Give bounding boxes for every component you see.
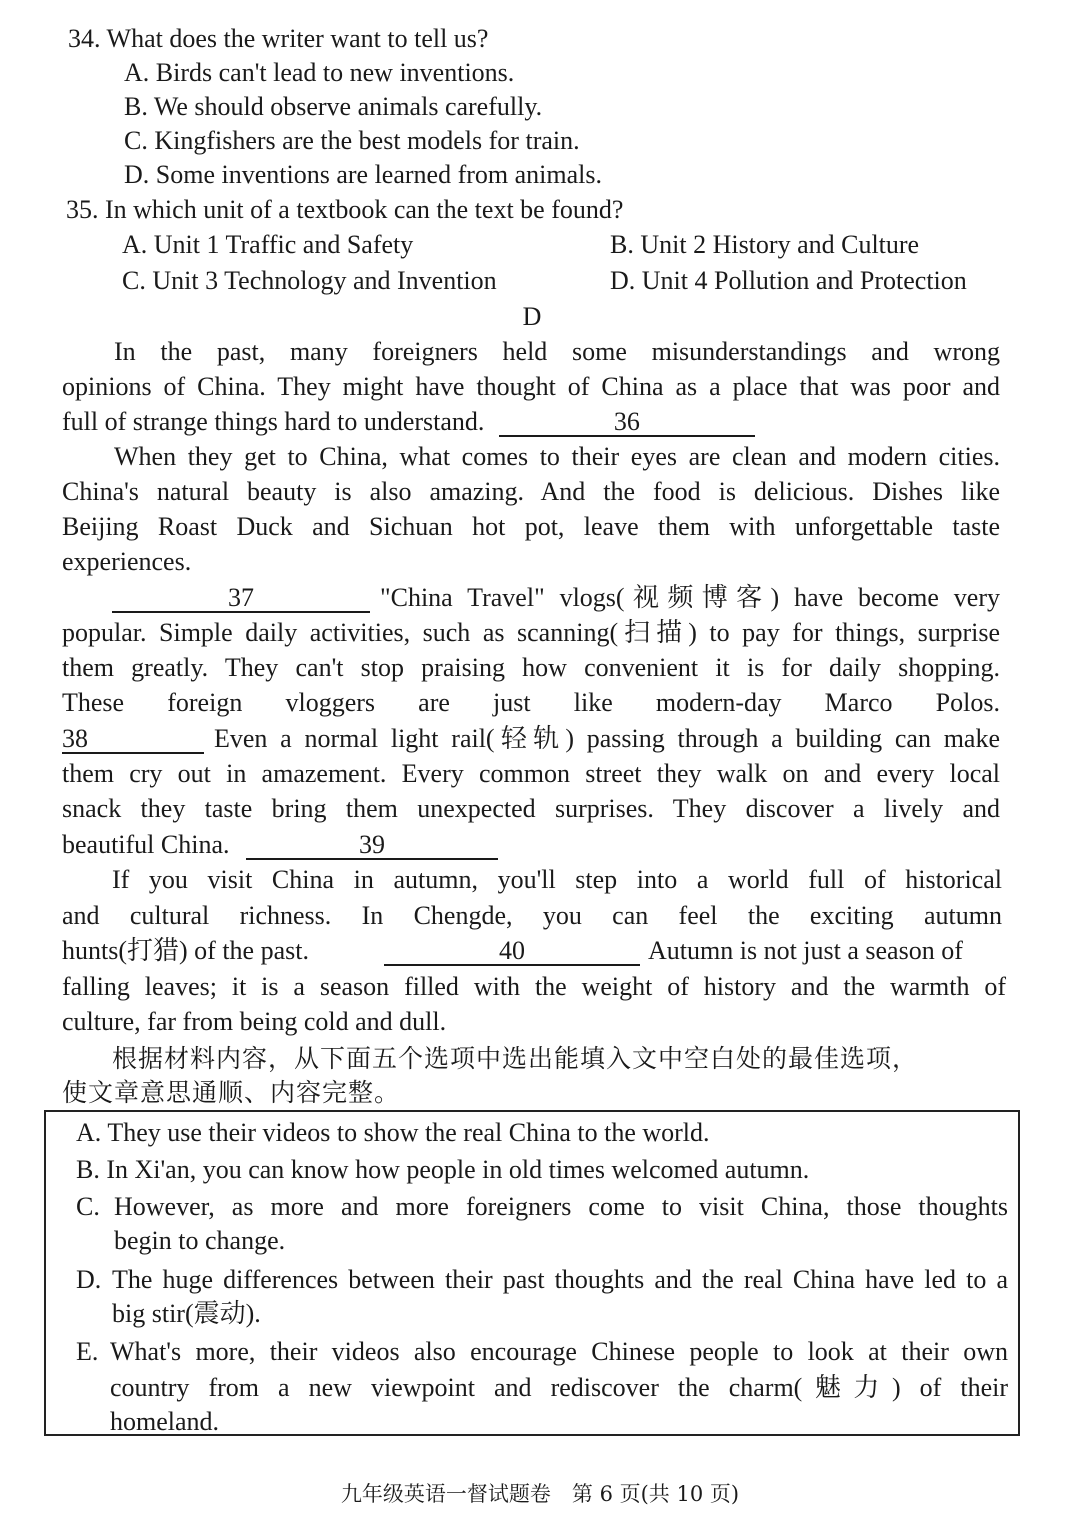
passage-text: hunts(打猎) of the past. (62, 936, 309, 965)
passage-line: When they get to China, what comes to their eyes are clean and modern cities. (114, 442, 1000, 471)
option-letter: D. (124, 160, 150, 189)
option-text: Kingfishers are the best models for train. (154, 126, 580, 155)
option-text: Unit 3 Technology and Invention (152, 266, 497, 295)
choice-d-text: big stir(震动). (112, 1299, 261, 1328)
passage-line (384, 934, 640, 968)
choice-e-letter: E. (76, 1337, 99, 1366)
passage-line (112, 581, 370, 615)
option-letter: B. (124, 92, 148, 121)
option-34-a (124, 56, 514, 90)
choice-e-text: homeland. (110, 1407, 220, 1436)
passage-text: full of strange things hard to understand. (62, 407, 485, 436)
passage-line: opinions of China. They might have thought of China as a place that was poor and (62, 372, 1000, 401)
option-letter: D. (610, 266, 636, 295)
passage-line: Beijing Roast Duck and Sichuan hot pot, leave them with unforgettable taste (62, 512, 1000, 541)
option-34-c (124, 124, 580, 158)
option-text: Unit 4 Pollution and Protection (641, 266, 967, 295)
question-number: 35. (66, 195, 99, 224)
question-number: 34. (68, 24, 101, 53)
choice-d-text: The huge differences between their past thoughts and the real China have led to a (112, 1265, 1008, 1294)
question-34 (68, 22, 488, 56)
passage-text: beautiful China. (62, 830, 230, 859)
option-35-d (610, 264, 967, 298)
passage-line: them greatly. They can't stop praising how convenient it is for daily shopping. (62, 653, 1000, 682)
page-footer: 九年级英语一督试题卷 第 6 页(共 10 页) (340, 1482, 740, 1506)
blank-40: 40 (384, 938, 640, 966)
passage-line (62, 405, 755, 439)
passage-line: These foreign vloggers are just like modern-day Marco Polos. (62, 688, 1000, 717)
passage-line: falling leaves; it is a season filled with the weight of history and the warmth of (62, 972, 1006, 1001)
passage-line: popular. Simple daily activities, such as scanning(扫描) to pay for things, surprise (62, 618, 1000, 647)
choice-a (76, 1116, 710, 1150)
choice-letter: A. (76, 1118, 102, 1147)
blank-39: 39 (246, 832, 498, 860)
option-34-d (124, 158, 602, 192)
passage-line: If you visit China in autumn, you'll step into a world full of historical (112, 865, 1002, 894)
option-letter: C. (124, 126, 148, 155)
option-34-b (124, 90, 542, 124)
choice-d-letter: D. (76, 1265, 102, 1294)
option-35-b (610, 228, 919, 262)
option-letter: A. (124, 58, 150, 87)
instruction-line: 根据材料内容，从下面五个选项中选出能填入文中空白处的最佳选项， (112, 1044, 919, 1073)
instruction-line: 使文章意思通顺、内容完整。 (62, 1078, 401, 1107)
choice-e-text: country from a new viewpoint and rediscover the charm(魅力) of their (110, 1373, 1008, 1402)
blank-37: 37 (112, 585, 370, 613)
choice-e-text: What's more, their videos also encourage Chinese people to look at their own (110, 1337, 1008, 1366)
option-text: Some inventions are learned from animals. (155, 160, 602, 189)
option-text: We should observe animals carefully. (153, 92, 543, 121)
choice-c-text: However, as more and more foreigners come to visit China, those thoughts (114, 1192, 1008, 1221)
passage-line: "China Travel" vlogs(视频博客) have become very (380, 583, 1000, 612)
choice-b (76, 1153, 809, 1187)
question-35 (66, 193, 623, 227)
option-35-c (122, 264, 497, 298)
blank-38: 38 (62, 726, 204, 754)
passage-line: culture, far from being cold and dull. (62, 1007, 447, 1036)
choice-text: In Xi'an, you can know how people in old times welcomed autumn. (106, 1155, 810, 1184)
passage-line: snack they taste bring them unexpected surprises. They discover a lively and (62, 794, 1000, 823)
option-text: Unit 1 Traffic and Safety (153, 230, 414, 259)
blank-36: 36 (499, 409, 755, 437)
passage-line (62, 934, 309, 968)
section-heading: D (522, 302, 542, 331)
passage-line (62, 828, 498, 862)
option-letter: C. (122, 266, 146, 295)
choice-letter: B. (76, 1155, 100, 1184)
option-letter: B. (610, 230, 634, 259)
option-text: Birds can't lead to new inventions. (155, 58, 515, 87)
passage-line: Even a normal light rail(轻轨) passing through a building can make (214, 724, 1000, 753)
option-35-a (122, 228, 413, 262)
option-letter: A. (122, 230, 148, 259)
passage-line: experiences. (62, 547, 192, 576)
choice-c-letter: C. (76, 1192, 100, 1221)
question-text: What does the writer want to tell us? (106, 24, 489, 53)
passage-line: them cry out in amazement. Every common street they walk on and every local (62, 759, 1000, 788)
passage-line: and cultural richness. In Chengde, you can feel the exciting autumn (62, 901, 1002, 930)
passage-line: Autumn is not just a season of (648, 936, 963, 965)
choice-c-text: begin to change. (114, 1226, 286, 1255)
option-text: Unit 2 History and Culture (640, 230, 920, 259)
passage-line (62, 722, 204, 756)
choice-text: They use their videos to show the real China to the world. (107, 1118, 710, 1147)
question-text: In which unit of a textbook can the text be found? (105, 195, 624, 224)
passage-line: China's natural beauty is also amazing. And the food is delicious. Dishes like (62, 477, 1000, 506)
passage-line: In the past, many foreigners held some misunderstandings and wrong (114, 337, 1000, 366)
